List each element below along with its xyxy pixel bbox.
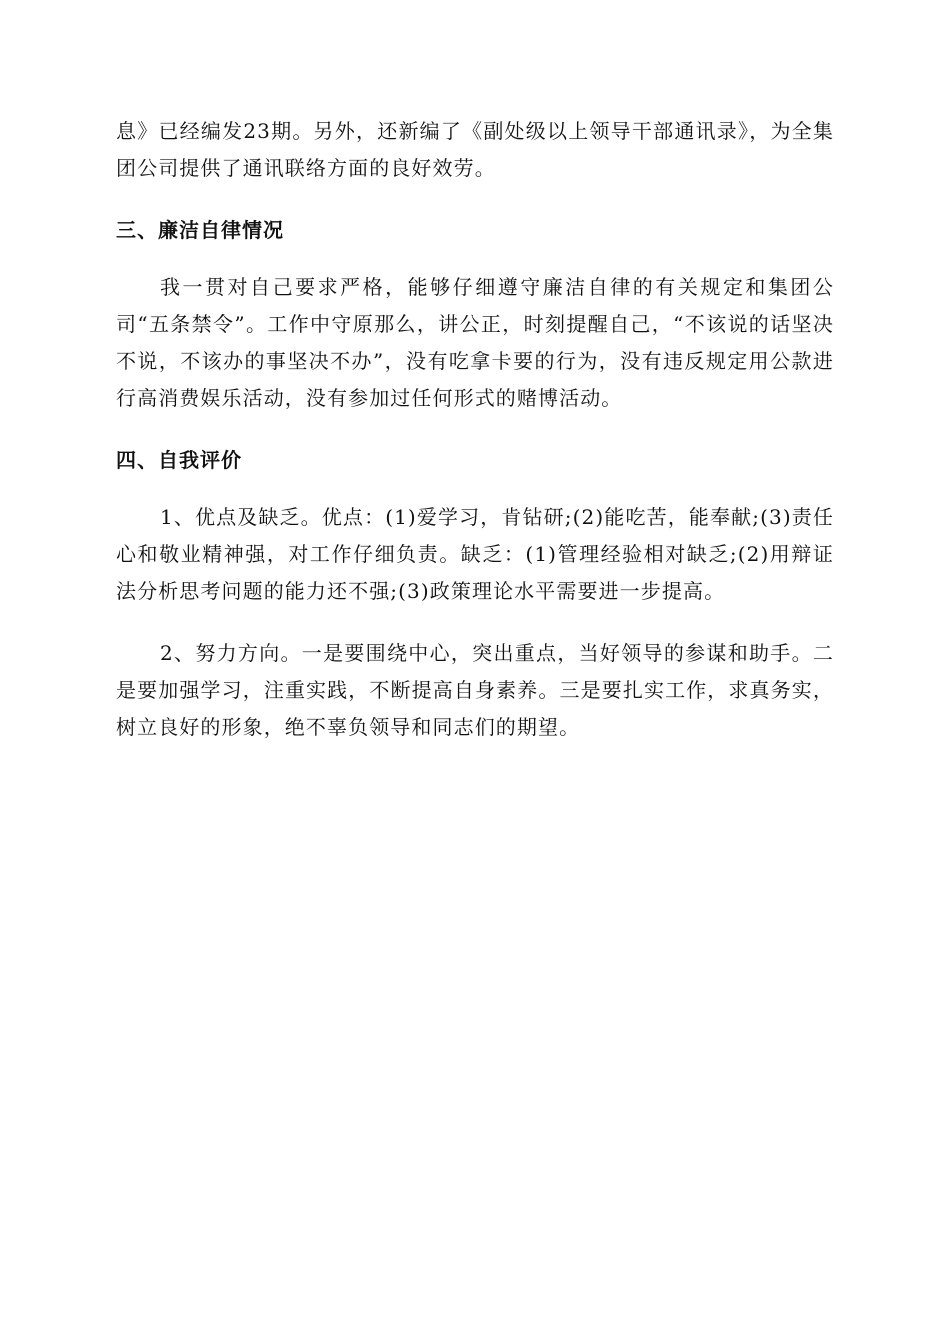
section-heading-integrity: 三、廉洁自律情况 [116, 218, 284, 242]
direction-paragraph: 2、努力方向。一是要围绕中心，突出重点，当好领导的参谋和助手。二是要加强学习，注重实践，不断提高自身素养。三是要扎实工作，求真务实，树立良好的形象，绝不辜负领导和同志们的期望。 [116, 641, 834, 739]
integrity-paragraph: 我一贯对自己要求严格，能够仔细遵守廉洁自律的有关规定和集团公司“五条禁令”。工作中守原那么，讲公正，时刻提醒自己，“不该说的话坚决不说，不该办的事坚决不办”，没有吃拿卡要的行为，没有违反规定用公款进行高消费娱乐活动，没有参加过任何形式的赌博活动。 [116, 275, 834, 410]
intro-paragraph: 息》已经编发23期。另外，还新编了《副处级以上领导干部通讯录》，为全集团公司提供了通讯联络方面的良好效劳。 [116, 119, 834, 180]
section-heading-self-evaluation: 四、自我评价 [116, 448, 242, 472]
document-body [116, 113, 834, 746]
strengths-weaknesses-paragraph: 1、优点及缺乏。优点：(1)爱学习，肯钻研;(2)能吃苦，能奉献;(3)责任心和敬业精神强，对工作仔细负责。缺乏：(1)管理经验相对缺乏;(2)用辩证法分析思考问题的能力还不强;(3)政策理论水平需要进一步提高。 [116, 505, 834, 603]
